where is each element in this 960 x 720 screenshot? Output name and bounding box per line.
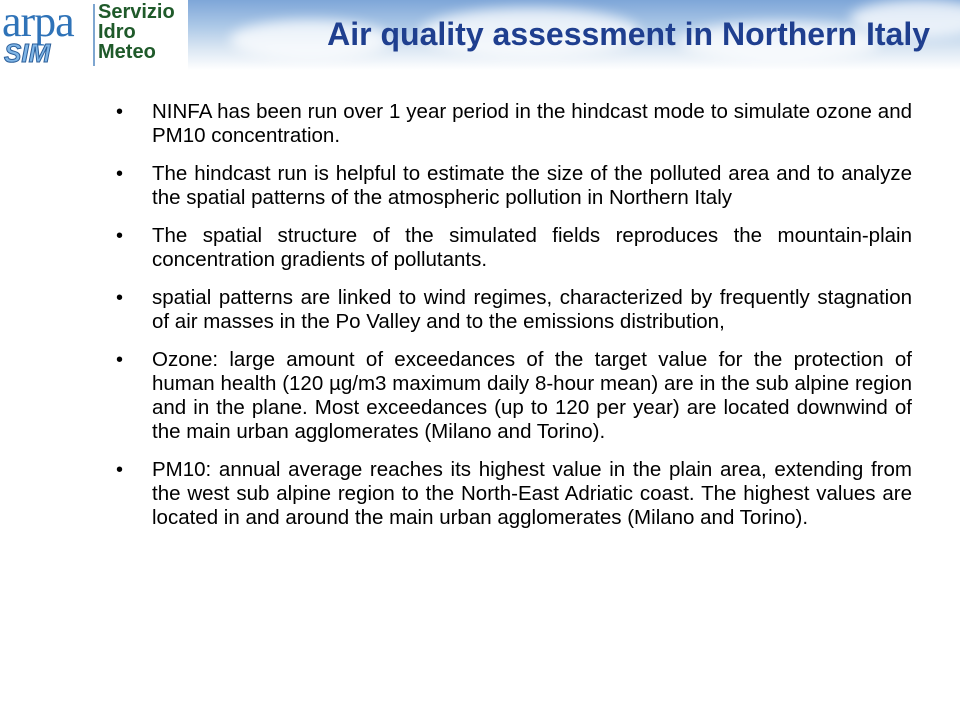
bullet-icon: • xyxy=(116,101,124,123)
bullet-icon: • xyxy=(116,349,124,371)
logo-line: Idro xyxy=(98,21,136,43)
bullet-text: PM10: annual average reaches its highest value in the plain area, extending from the west sub alpine region to the North-East Adriatic coast. The highest values are located in and around the main urban agglomerates (Milano and Torino). xyxy=(152,458,912,529)
list-item xyxy=(110,458,912,530)
bullet-text: The hindcast run is helpful to estimate the size of the polluted area and to analyze the spatial patterns of the atmospheric pollution in Northern Italy xyxy=(152,162,912,209)
list-item xyxy=(110,348,912,444)
list-item xyxy=(110,224,912,272)
bullet-icon: • xyxy=(116,287,124,309)
list-item xyxy=(110,286,912,334)
list-item xyxy=(110,100,912,148)
bullet-icon: • xyxy=(116,225,124,247)
bullet-icon: • xyxy=(116,163,124,185)
logo-line: Meteo xyxy=(98,41,156,63)
bullet-text: NINFA has been run over 1 year period in the hindcast mode to simulate ozone and PM10 concentration. xyxy=(152,100,912,147)
bullet-text: Ozone: large amount of exceedances of the target value for the protection of human health (120 µg/m3 maximum daily 8-hour mean) are in the sub alpine region and in the plane. Most exceedances (up to 120 per year) are located downwind of the main urban agglomerates (Milano and Torino). xyxy=(152,348,912,443)
logo-divider xyxy=(93,4,95,66)
bullet-icon: • xyxy=(116,459,124,481)
bullet-text: The spatial structure of the simulated fields reproduces the mountain-plain concentration gradients of pollutants. xyxy=(152,224,912,271)
page-title: Air quality assessment in Northern Italy xyxy=(327,16,930,52)
logo-sim-mark: SIM xyxy=(4,38,51,68)
logo-text xyxy=(98,2,175,62)
list-item xyxy=(110,162,912,210)
logo-arpa-mark: arpa xyxy=(2,0,74,46)
logo-line: Servizio xyxy=(98,1,175,23)
bullet-list xyxy=(110,100,912,544)
header-banner xyxy=(0,0,960,70)
arpa-logo xyxy=(0,0,188,70)
bullet-text: spatial patterns are linked to wind regimes, characterized by frequently stagnation of air masses in the Po Valley and to the emissions distribution, xyxy=(152,286,912,333)
